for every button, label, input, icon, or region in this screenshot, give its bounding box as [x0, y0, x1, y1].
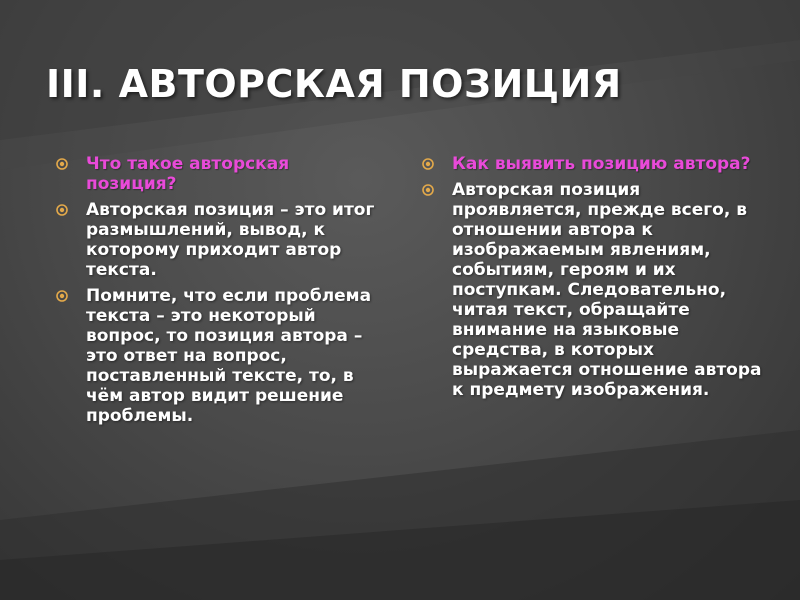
right-explanation-text: Авторская позиция проявляется, прежде всего, в отношении автора к изображаемым явлениям, событиям, героям и их поступкам. Следовательно, читая текст, обращайте внимание на языковые средства, в которых выражается отношение автора к предмету изображения. — [452, 180, 762, 400]
left-reminder — [56, 286, 376, 426]
target-circle-icon — [422, 158, 434, 170]
left-column — [56, 154, 376, 432]
right-question-text: Как выявить позицию автора? — [452, 154, 751, 174]
left-question-text: Что такое авторская позиция? — [86, 154, 290, 194]
right-explanation — [422, 180, 762, 400]
left-definition — [56, 200, 376, 280]
target-circle-icon — [56, 204, 68, 216]
right-question — [422, 154, 762, 174]
left-reminder-text: Помните, что если проблема текста – это некоторый вопрос, то позиция автора – это ответ на вопрос, поставленный тексте, то, в чём автор видит решение проблемы. — [86, 286, 372, 426]
target-circle-icon — [422, 184, 434, 196]
target-circle-icon — [56, 158, 68, 170]
target-circle-icon — [56, 290, 68, 302]
right-column — [422, 154, 762, 406]
left-question — [56, 154, 376, 194]
slide-title: III. АВТОРСКАЯ ПОЗИЦИЯ — [46, 62, 622, 106]
left-definition-text: Авторская позиция – это итог размышлений, вывод, к которому приходит автор текста. — [86, 200, 375, 280]
